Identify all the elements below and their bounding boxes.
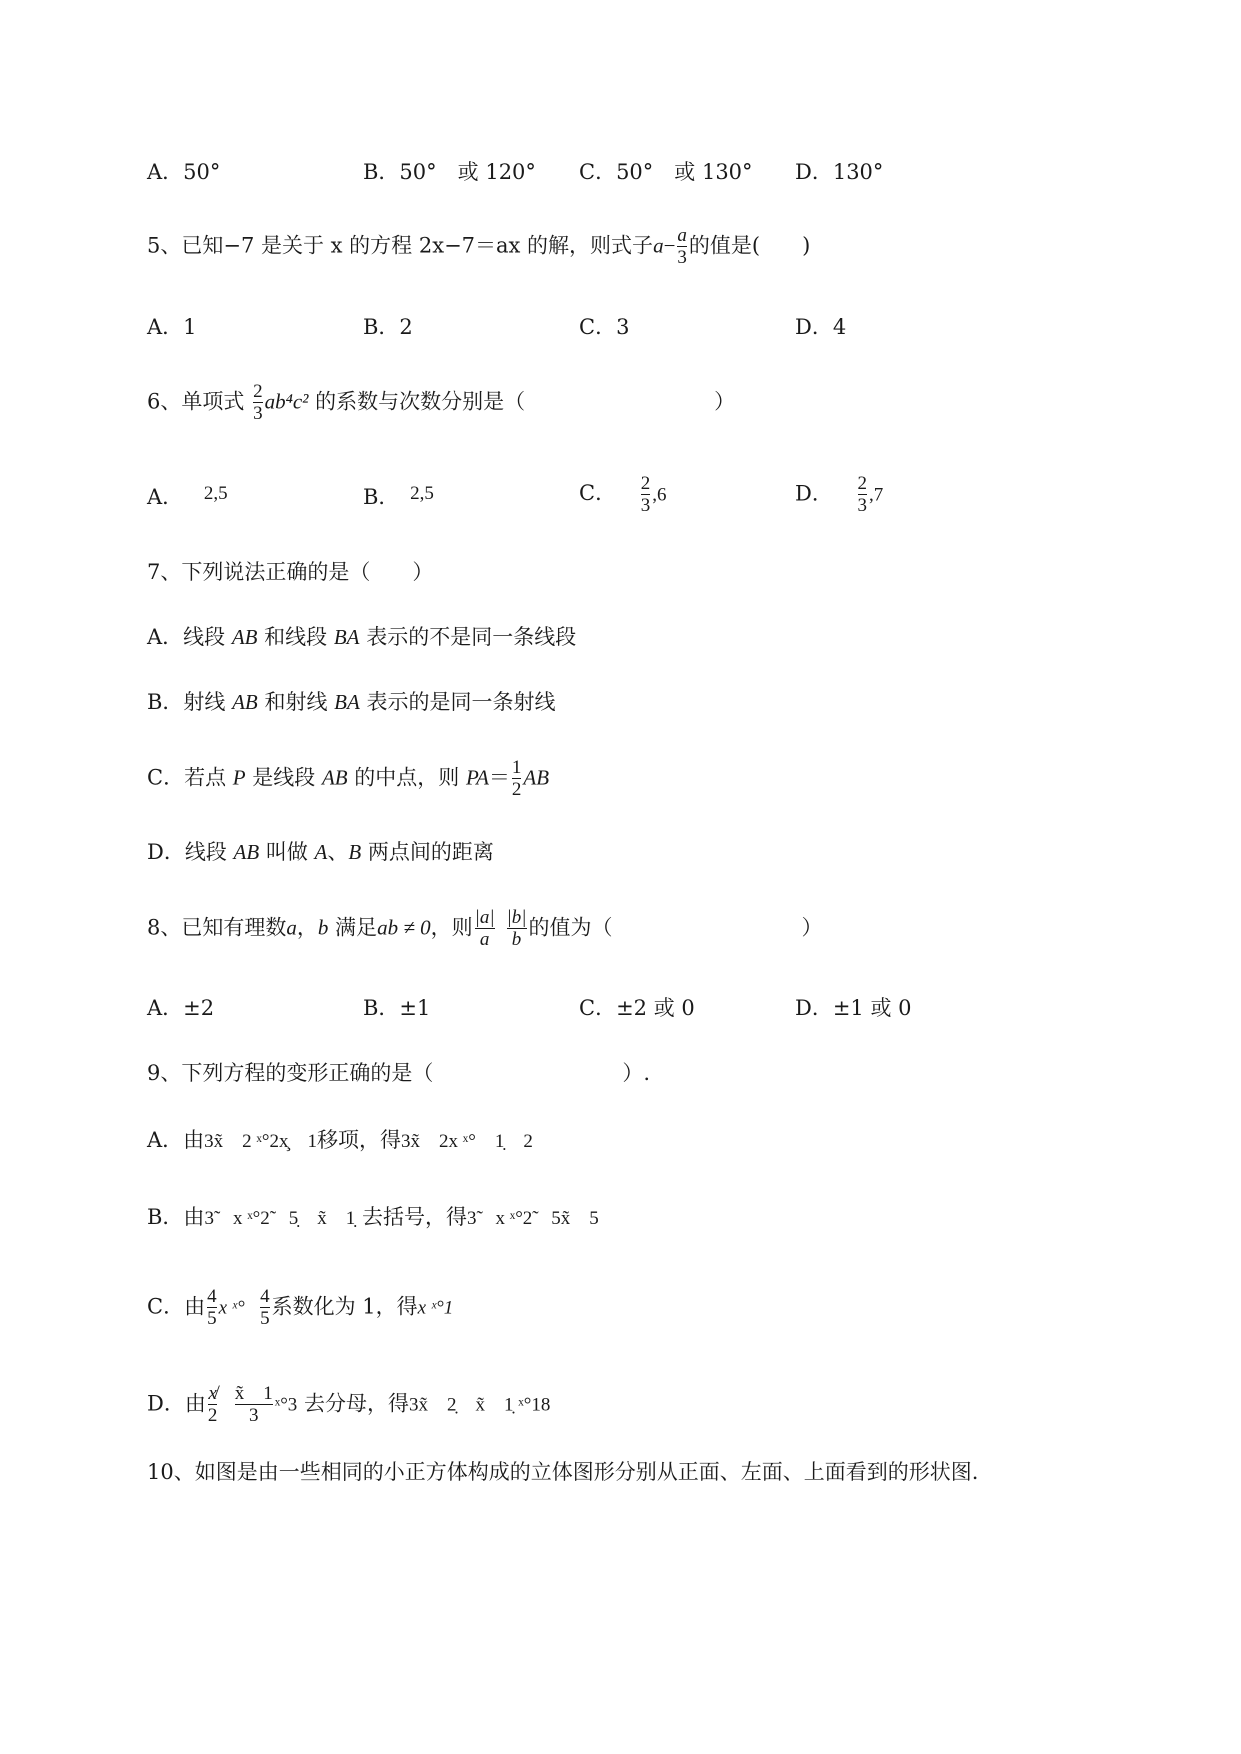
q7-b-ba: BA bbox=[334, 690, 360, 714]
q4-option-b: B．50° 或 120° bbox=[363, 160, 536, 184]
q8-stem bbox=[147, 908, 823, 950]
q6-option-d-fraction bbox=[858, 474, 868, 516]
q4-option-a: A．50° bbox=[147, 160, 221, 184]
q8-then: ，则 bbox=[430, 915, 473, 940]
q9-a-expr2: 3x̃ 2x ˣ° 1̣ 2 bbox=[401, 1131, 533, 1152]
q6-option-c-rest: ,6 bbox=[652, 484, 667, 506]
q5-option-b: B．2 bbox=[363, 315, 413, 339]
q9-b-pre: B．由 bbox=[147, 1205, 205, 1229]
q9-c-fraction1 bbox=[207, 1287, 217, 1329]
q9-option-d bbox=[147, 1384, 550, 1426]
q7-c-mid1: 是线段 bbox=[245, 765, 322, 790]
q7-c-p: P bbox=[232, 765, 246, 790]
q7-a-ba: BA bbox=[333, 625, 360, 649]
q9-c-den2: 5 bbox=[260, 1307, 270, 1329]
q9-d-fraction1 bbox=[208, 1384, 218, 1426]
q5-frac-num: a bbox=[677, 225, 687, 246]
q9-stem: 9、下列方程的变形正确的是（ ）. bbox=[147, 1061, 651, 1085]
q8-mid: 满足 bbox=[328, 915, 378, 940]
q8-f2-num: |b| bbox=[506, 907, 527, 928]
q8-option-b: B．±1 bbox=[363, 996, 431, 1020]
q7-c-den: 2 bbox=[511, 778, 522, 800]
q7-option-c bbox=[147, 758, 549, 800]
q6-option-a bbox=[147, 483, 228, 509]
q7-c-ab: AB bbox=[321, 765, 348, 790]
q9-c-num2: 4 bbox=[260, 1286, 270, 1307]
q7-b-ab: AB bbox=[232, 690, 258, 714]
q6-option-a-label: A． bbox=[147, 485, 184, 509]
q9-d-fraction2 bbox=[235, 1384, 273, 1426]
q7-b-mid: 和射线 bbox=[257, 690, 335, 714]
q7-c-ab2: AB bbox=[523, 765, 550, 790]
q8-f1-num: |a| bbox=[474, 907, 495, 928]
q9-c-mid: 系数化为 1，得 bbox=[271, 1294, 418, 1319]
q7-a-mid: 和线段 bbox=[257, 625, 334, 649]
q7-d-sep: 、 bbox=[327, 840, 349, 864]
q7-a-ab: AB bbox=[231, 625, 258, 649]
q7-c-pa: PA bbox=[465, 765, 489, 790]
q7-c-pre: C．若点 bbox=[147, 765, 233, 790]
q5-suffix: 的值是( ) bbox=[688, 233, 811, 258]
q9-c-pre: C．由 bbox=[147, 1294, 206, 1319]
q4-option-c: C．50° 或 130° bbox=[579, 160, 753, 184]
q7-b-pre: B．射线 bbox=[147, 690, 233, 714]
q6-option-d-num: 2 bbox=[857, 473, 868, 494]
q6-option-c-den: 3 bbox=[640, 494, 651, 516]
q9-c-fraction2 bbox=[260, 1287, 270, 1329]
q8-option-c: C．±2 或 0 bbox=[579, 996, 695, 1020]
q9-a-pre: A．由 bbox=[147, 1128, 205, 1152]
q7-a-pre: A．线段 bbox=[147, 625, 232, 649]
q7-c-num: 1 bbox=[511, 757, 522, 778]
q6-monomial: ab⁴c² bbox=[264, 389, 309, 414]
q9-d-pre: D．由 bbox=[147, 1391, 206, 1416]
q4-option-d: D．130° bbox=[795, 160, 884, 184]
q9-d-den2: 3 bbox=[235, 1404, 273, 1426]
q9-c-den1: 5 bbox=[207, 1307, 217, 1329]
q6-option-d bbox=[795, 474, 883, 516]
q9-c-expr: x ˣ°1 bbox=[417, 1297, 454, 1319]
q8-suffix: 的值为（ ） bbox=[528, 915, 823, 940]
q6-option-b-value: 2,5 bbox=[410, 483, 434, 504]
q5-minus: − bbox=[663, 233, 676, 258]
q7-d-b: B bbox=[348, 840, 362, 864]
q9-c-mid1: x ˣ° bbox=[218, 1297, 245, 1319]
q6-option-c-fraction bbox=[641, 474, 651, 516]
q7-d-mid: 叫做 bbox=[259, 840, 315, 864]
q9-d-den1: 2 bbox=[207, 1404, 218, 1426]
q6-option-d-label: D． bbox=[795, 481, 833, 506]
q5-option-a: A．1 bbox=[147, 315, 197, 339]
q5-fraction bbox=[677, 226, 687, 268]
q6-option-a-value: 2,5 bbox=[203, 483, 228, 504]
q9-d-num1: x̸ bbox=[208, 1383, 217, 1404]
q8-var-a: a bbox=[286, 915, 297, 940]
q6-fraction bbox=[253, 382, 263, 424]
q9-b-expr2: 3̃ x ˣ°2̃ 5x̃ 5 bbox=[466, 1208, 599, 1229]
q5-var-a: a bbox=[653, 233, 664, 258]
q8-prefix: 8、已知有理数 bbox=[147, 915, 287, 940]
q9-option-c bbox=[147, 1287, 453, 1329]
q6-option-d-den: 3 bbox=[857, 494, 868, 516]
q9-a-expr1: 3x̃ 2 ˣ°2x̧ 1 bbox=[204, 1131, 318, 1152]
q7-option-d bbox=[147, 842, 494, 863]
q7-b-post: 表示的是同一条射线 bbox=[359, 690, 556, 714]
q7-stem: 7、下列说法正确的是（ ） bbox=[147, 560, 434, 584]
q8-option-a: A．±2 bbox=[147, 996, 215, 1020]
q5-frac-den: 3 bbox=[677, 246, 687, 268]
q6-option-c bbox=[579, 474, 667, 516]
q9-d-num2: x̃ 1 bbox=[234, 1383, 273, 1404]
q7-d-post: 两点间的距离 bbox=[361, 840, 494, 864]
q6-prefix: 6、单项式 bbox=[147, 389, 245, 414]
q9-d-mid: 去分母，得 bbox=[297, 1391, 409, 1416]
q6-option-b-label: B． bbox=[363, 485, 400, 509]
q7-d-ab: AB bbox=[233, 840, 260, 864]
q7-c-fraction bbox=[512, 758, 522, 800]
q5-prefix: 5、已知−7 是关于 x 的方程 2x−7＝ax 的解，则式子 bbox=[147, 233, 654, 258]
q9-c-num1: 4 bbox=[207, 1286, 217, 1307]
q8-comma: ， bbox=[296, 915, 318, 940]
q6-frac-den: 3 bbox=[253, 402, 263, 424]
q6-option-c-label: C． bbox=[579, 481, 617, 506]
q7-c-mid2: 的中点，则 bbox=[347, 765, 466, 790]
q7-c-eq: ＝ bbox=[488, 765, 510, 790]
q8-condition: ab ≠ 0 bbox=[377, 915, 431, 940]
q9-option-b bbox=[147, 1207, 599, 1228]
q6-option-c-num: 2 bbox=[640, 473, 651, 494]
q6-suffix: 的系数与次数分别是（ ） bbox=[315, 389, 736, 414]
q7-a-post: 表示的不是同一条线段 bbox=[359, 625, 577, 649]
q8-fraction-b bbox=[507, 908, 527, 950]
q7-d-a: A bbox=[314, 840, 328, 864]
q6-stem bbox=[147, 382, 735, 424]
q7-option-b bbox=[147, 692, 555, 713]
q9-b-expr1: 3̃ x ˣ°2̃ 5̣ x̃ 1̣ bbox=[204, 1208, 356, 1229]
q7-d-pre: D．线段 bbox=[147, 840, 234, 864]
q5-option-d: D．4 bbox=[795, 315, 847, 339]
q9-d-expr: 3x̃ 2̣ x̃ 1̣ ˣ°18 bbox=[409, 1394, 551, 1416]
q8-var-b: b bbox=[317, 915, 329, 940]
q9-d-mid1: ˣ°3 bbox=[274, 1394, 298, 1416]
q6-frac-num: 2 bbox=[253, 381, 263, 402]
q8-option-d: D．±1 或 0 bbox=[795, 996, 912, 1020]
q5-stem bbox=[147, 226, 810, 268]
q6-option-d-rest: ,7 bbox=[869, 484, 884, 506]
q9-a-mid: 移项，得 bbox=[317, 1128, 402, 1152]
q10-stem: 10、如图是由一些相同的小正方体构成的立体图形分别从正面、左面、上面看到的形状图. bbox=[147, 1460, 979, 1484]
q5-option-c: C．3 bbox=[579, 315, 630, 339]
q6-option-b bbox=[363, 483, 434, 509]
q8-f2-den: b bbox=[507, 928, 527, 950]
q8-fraction-a bbox=[475, 908, 495, 950]
q9-b-mid: 去括号，得 bbox=[355, 1205, 467, 1229]
q7-option-a bbox=[147, 627, 576, 648]
q9-option-a bbox=[147, 1130, 533, 1151]
q8-f1-den: a bbox=[475, 928, 495, 950]
